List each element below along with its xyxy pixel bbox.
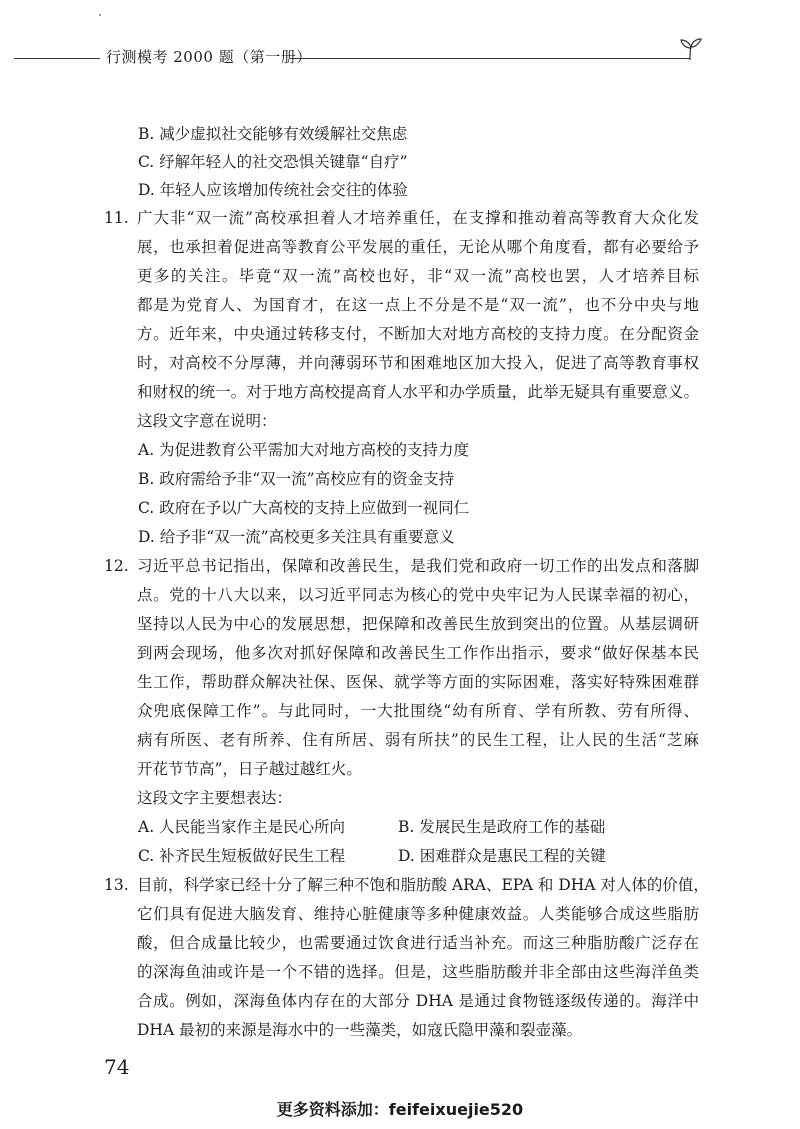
q12-number: 12. [104, 557, 129, 575]
q13-line: DHA 最初的来源是海水中的一些藻类，如寇氏隐甲藻和裂壶藻。 [137, 1021, 583, 1039]
q11-line: 方。近年来，中央通过转移支付，不断加大对地方高校的支持力度。在分配资金 [137, 325, 699, 343]
header-rule-left [14, 58, 100, 59]
q11-line: 广大非“双一流”高校承担着人才培养重任，在支撑和推动着高等教育大众化发 [137, 209, 699, 227]
q12-option-a: A. 人民能当家作主是民心所向 [138, 818, 346, 836]
q10-option-d: D. 年轻人应该增加传统社会交往的体验 [138, 181, 408, 199]
q12-option-c: C. 补齐民生短板做好民生工程 [138, 847, 346, 865]
q12-line: 病有所医、老有所养、住有所居、弱有所扶”的民生工程，让人民的生活“芝麻 [137, 731, 699, 749]
q11-option-b: B. 政府需给予非“双一流”高校应有的资金支持 [138, 470, 455, 488]
header-rule-right [290, 58, 690, 59]
q11-option-a: A. 为促进教育公平需加大对地方高校的支持力度 [138, 441, 470, 459]
q13-line: 酸，但合成量比较少，也需要通过饮食进行适当补充。而这三种脂肪酸广泛存在 [137, 934, 699, 952]
q12-line: 开花节节高”，日子越过越红火。 [137, 760, 362, 778]
q11-line: 展，也承担着促进高等教育公平发展的重任，无论从哪个角度看，都有必要给予 [137, 238, 699, 256]
q13-line: 的深海鱼油或许是一个不错的选择。但是，这些脂肪酸并非全部由这些海洋鱼类 [137, 963, 699, 981]
q11-line: 时，对高校不分厚薄，并向薄弱环节和困难地区加大投入，促进了高等教育事权 [137, 354, 699, 372]
q10-option-c: C. 纾解年轻人的社交恐惧关键靠“自疗” [138, 153, 408, 171]
q11-line: 都是为党育人、为国育才，在这一点上不分是不是“双一流”，也不分中央与地 [137, 296, 699, 314]
q12-line: 到两会现场，他多次对抓好保障和改善民生工作作出指示，要求“做好保基本民 [137, 644, 699, 662]
q11-line: 更多的关注。毕竟“双一流”高校也好，非“双一流”高校也罢，人才培养目标 [137, 267, 699, 285]
q11-option-d: D. 给予非“双一流”高校更多关注具有重要意义 [138, 528, 455, 546]
q12-option-d: D. 困难群众是惠民工程的关键 [398, 847, 606, 865]
q12-line: 习近平总书记指出，保障和改善民生，是我们党和政府一切工作的出发点和落脚 [137, 557, 699, 575]
q13-number: 13. [104, 876, 129, 894]
q12-prompt: 这段文字主要想表达： [137, 789, 293, 807]
scan-speck [99, 14, 101, 16]
q11-number: 11. [104, 209, 129, 227]
q12-line: 点。党的十八大以来，以习近平同志为核心的党中央牢记为人民谋幸福的初心， [137, 586, 699, 604]
q12-option-b: B. 发展民生是政府工作的基础 [398, 818, 606, 836]
header-title: 行测模考 2000 题（第一册） [106, 48, 312, 66]
running-header [0, 38, 800, 78]
q13-line: 它们具有促进大脑发育、维持心脏健康等多种健康效益。人类能够合成这些脂肪 [137, 905, 699, 923]
q13-line: 合成。例如，深海鱼体内存在的大部分 DHA 是通过食物链逐级传递的。海洋中 [137, 992, 699, 1010]
footer-note: 更多资料添加：feifeixuejie520 [276, 1100, 524, 1119]
q12-line: 生工作，帮助群众解决社保、医保、就学等方面的实际困难，落实好特殊困难群 [137, 673, 699, 691]
q12-line: 坚持以人民为中心的发展思想，把保障和改善民生放到突出的位置。从基层调研 [137, 615, 699, 633]
sprout-icon [676, 38, 706, 62]
page-number: 74 [104, 1055, 130, 1079]
q11-line: 和财权的统一。对于地方高校提高育人水平和办学质量，此举无疑具有重要意义。 [137, 383, 699, 401]
q11-prompt: 这段文字意在说明： [137, 412, 277, 430]
q12-line: 众兜底保障工作”。与此同时，一大批围绕“幼有所育、学有所教、劳有所得、 [137, 702, 699, 720]
q10-option-b: B. 减少虚拟社交能够有效缓解社交焦虑 [138, 125, 408, 143]
q13-line: 目前，科学家已经十分了解三种不饱和脂肪酸 ARA、EPA 和 DHA 对人体的价值， [137, 876, 709, 894]
q11-option-c: C. 政府在予以广大高校的支持上应做到一视同仁 [138, 499, 470, 517]
